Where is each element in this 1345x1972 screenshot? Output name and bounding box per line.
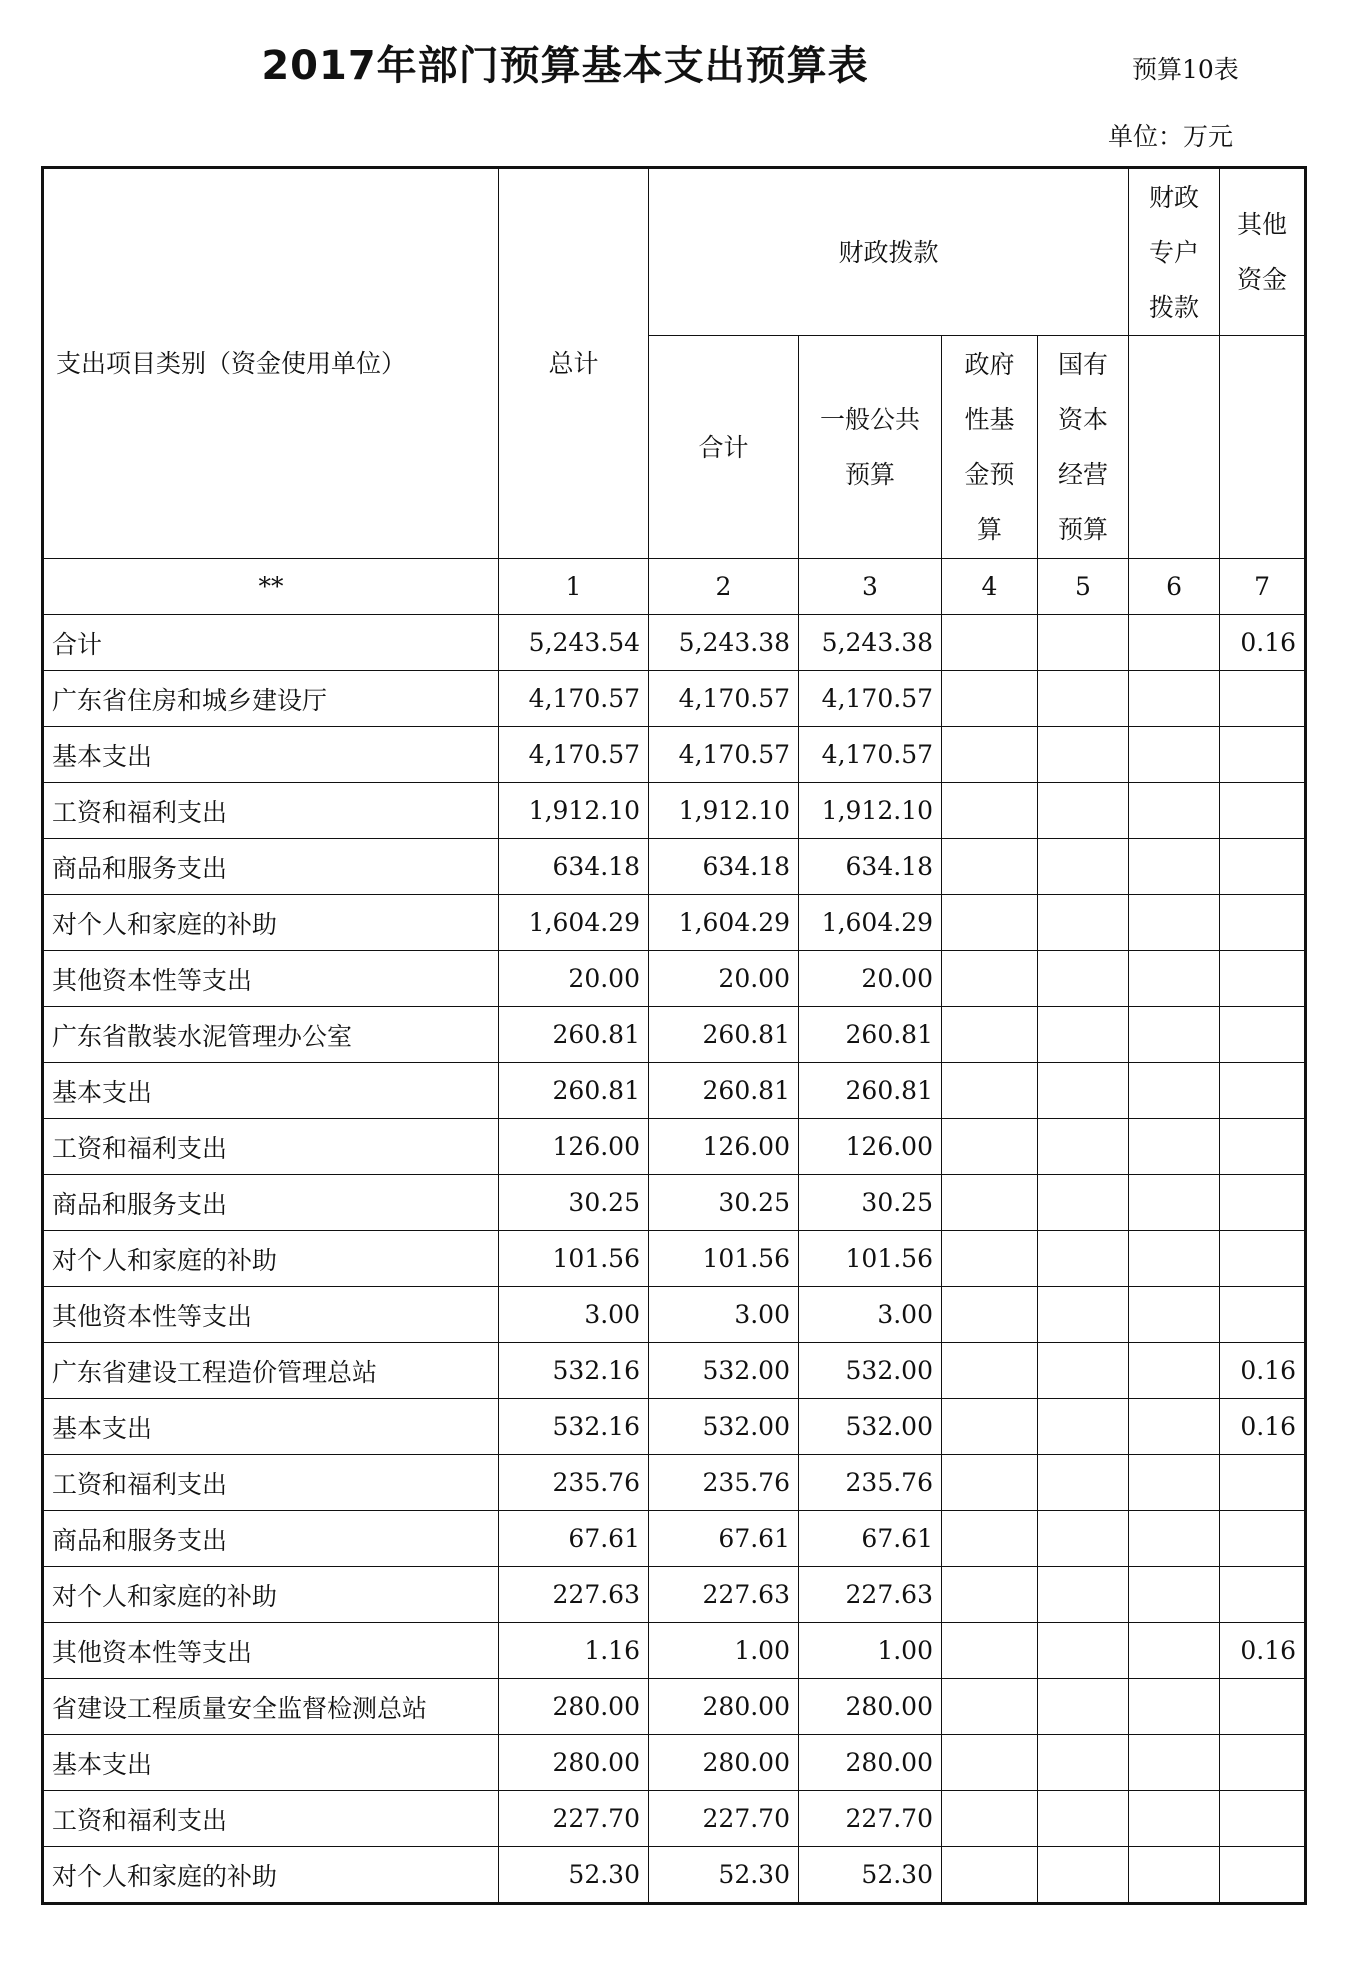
row-value-col-3: 634.18 (799, 839, 942, 895)
row-value-col-3: 235.76 (799, 1455, 942, 1511)
row-value-col-3: 260.81 (799, 1007, 942, 1063)
row-value-col-1: 67.61 (499, 1511, 649, 1567)
unit-label: 单位：万元 (1108, 122, 1234, 151)
row-value-col-1: 227.70 (499, 1791, 649, 1847)
row-value-col-6 (1129, 1231, 1220, 1287)
header-line: 政府 (964, 350, 1015, 379)
row-value-col-1: 260.81 (499, 1063, 649, 1119)
row-value-col-3: 4,170.57 (799, 727, 942, 783)
row-label: 工资和福利支出 (43, 1791, 499, 1847)
row-value-col-3: 3.00 (799, 1287, 942, 1343)
row-value-col-3: 5,243.38 (799, 615, 942, 671)
row-value-col-2: 126.00 (649, 1119, 799, 1175)
row-value-col-2: 1,912.10 (649, 783, 799, 839)
row-value-col-4 (942, 1399, 1038, 1455)
table-row (43, 895, 1306, 951)
col-header-subtotal: 合计 (649, 336, 799, 559)
row-value-col-3: 260.81 (799, 1063, 942, 1119)
row-label: 工资和福利支出 (43, 1455, 499, 1511)
row-value-col-2: 3.00 (649, 1287, 799, 1343)
row-value-col-7 (1220, 1679, 1306, 1735)
row-value-col-1: 1,912.10 (499, 783, 649, 839)
col-header-fiscal: 财政拨款 (649, 168, 1129, 336)
table-row (43, 1399, 1306, 1455)
row-value-col-7 (1220, 839, 1306, 895)
row-label: 广东省建设工程造价管理总站 (43, 1343, 499, 1399)
column-number: ** (43, 559, 499, 615)
row-value-col-4 (942, 951, 1038, 1007)
row-value-col-3: 227.70 (799, 1791, 942, 1847)
header-line: 专户 (1149, 237, 1200, 267)
row-value-col-2: 235.76 (649, 1455, 799, 1511)
row-value-col-5 (1038, 1791, 1129, 1847)
row-value-col-5 (1038, 1231, 1129, 1287)
row-value-col-7 (1220, 1231, 1306, 1287)
row-value-col-4 (942, 1119, 1038, 1175)
row-value-col-6 (1129, 1063, 1220, 1119)
row-value-col-4 (942, 1175, 1038, 1231)
row-value-col-3: 280.00 (799, 1735, 942, 1791)
table-row (43, 1287, 1306, 1343)
row-value-col-1: 4,170.57 (499, 671, 649, 727)
column-number: 5 (1038, 559, 1129, 615)
col-header-total: 总计 (499, 168, 649, 559)
row-value-col-2: 634.18 (649, 839, 799, 895)
row-label: 广东省散装水泥管理办公室 (43, 1007, 499, 1063)
row-value-col-1: 4,170.57 (499, 727, 649, 783)
row-value-col-5 (1038, 1119, 1129, 1175)
row-value-col-7 (1220, 1287, 1306, 1343)
row-value-col-7 (1220, 1175, 1306, 1231)
row-label: 其他资本性等支出 (43, 1623, 499, 1679)
header-line: 预算 (1058, 515, 1109, 544)
row-value-col-3: 30.25 (799, 1175, 942, 1231)
row-value-col-6 (1129, 839, 1220, 895)
row-value-col-6 (1129, 1287, 1220, 1343)
row-label: 对个人和家庭的补助 (43, 1231, 499, 1287)
row-value-col-1: 1,604.29 (499, 895, 649, 951)
row-value-col-2: 227.63 (649, 1567, 799, 1623)
header-line: 其他 (1237, 210, 1288, 239)
row-value-col-2: 280.00 (649, 1679, 799, 1735)
header-line: 算 (976, 515, 1002, 544)
row-value-col-2: 4,170.57 (649, 727, 799, 783)
row-value-col-7: 0.16 (1220, 1399, 1306, 1455)
col-header-state-capital (1038, 336, 1129, 559)
row-value-col-3: 67.61 (799, 1511, 942, 1567)
row-value-col-7 (1220, 783, 1306, 839)
empty-header-cell (1129, 336, 1220, 559)
row-label: 其他资本性等支出 (43, 1287, 499, 1343)
row-value-col-2: 52.30 (649, 1847, 799, 1904)
column-number-row (43, 559, 1306, 615)
row-value-col-1: 280.00 (499, 1679, 649, 1735)
row-value-col-1: 532.16 (499, 1343, 649, 1399)
column-number: 3 (799, 559, 942, 615)
row-value-col-3: 532.00 (799, 1343, 942, 1399)
row-value-col-6 (1129, 1735, 1220, 1791)
row-value-col-7 (1220, 1567, 1306, 1623)
col-header-special (1129, 168, 1220, 336)
row-value-col-1: 30.25 (499, 1175, 649, 1231)
row-label: 基本支出 (43, 1735, 499, 1791)
row-value-col-2: 227.70 (649, 1791, 799, 1847)
header-line: 预算 (844, 460, 895, 489)
row-value-col-1: 126.00 (499, 1119, 649, 1175)
row-value-col-5 (1038, 1343, 1129, 1399)
row-value-col-5 (1038, 1063, 1129, 1119)
table-row (43, 727, 1306, 783)
row-value-col-2: 260.81 (649, 1007, 799, 1063)
row-value-col-7 (1220, 1511, 1306, 1567)
row-value-col-6 (1129, 671, 1220, 727)
header-line: 国有 (1058, 350, 1109, 379)
row-value-col-2: 4,170.57 (649, 671, 799, 727)
row-value-col-4 (942, 1847, 1038, 1904)
row-value-col-6 (1129, 1007, 1220, 1063)
table-row (43, 1063, 1306, 1119)
table-body (43, 615, 1306, 1904)
row-label: 其他资本性等支出 (43, 951, 499, 1007)
row-label: 工资和福利支出 (43, 1119, 499, 1175)
row-value-col-2: 67.61 (649, 1511, 799, 1567)
row-value-col-1: 3.00 (499, 1287, 649, 1343)
row-value-col-1: 260.81 (499, 1007, 649, 1063)
table-row (43, 839, 1306, 895)
table-row (43, 951, 1306, 1007)
col-header-gov-fund (942, 336, 1038, 559)
header-line: 一般公共 (819, 405, 920, 434)
row-value-col-6 (1129, 1119, 1220, 1175)
row-value-col-7 (1220, 1791, 1306, 1847)
row-value-col-4 (942, 1343, 1038, 1399)
row-value-col-5 (1038, 1567, 1129, 1623)
row-label: 商品和服务支出 (43, 839, 499, 895)
column-number: 1 (499, 559, 649, 615)
row-value-col-4 (942, 783, 1038, 839)
row-value-col-6 (1129, 1399, 1220, 1455)
row-value-col-1: 235.76 (499, 1455, 649, 1511)
row-value-col-5 (1038, 1735, 1129, 1791)
table-row (43, 783, 1306, 839)
row-value-col-5 (1038, 1623, 1129, 1679)
row-value-col-6 (1129, 1455, 1220, 1511)
row-label: 合计 (43, 615, 499, 671)
table-row (43, 1735, 1306, 1791)
row-value-col-4 (942, 1791, 1038, 1847)
row-value-col-7 (1220, 1735, 1306, 1791)
row-value-col-6 (1129, 1791, 1220, 1847)
row-value-col-7 (1220, 1063, 1306, 1119)
row-label: 省建设工程质量安全监督检测总站 (43, 1679, 499, 1735)
row-value-col-4 (942, 1007, 1038, 1063)
row-value-col-7 (1220, 1119, 1306, 1175)
row-value-col-1: 1.16 (499, 1623, 649, 1679)
table-row (43, 1847, 1306, 1904)
col-header-category: 支出项目类别（资金使用单位） (43, 168, 499, 559)
row-label: 商品和服务支出 (43, 1175, 499, 1231)
table-row (43, 1175, 1306, 1231)
row-value-col-4 (942, 1623, 1038, 1679)
row-value-col-4 (942, 727, 1038, 783)
row-value-col-4 (942, 1231, 1038, 1287)
row-value-col-3: 126.00 (799, 1119, 942, 1175)
row-value-col-3: 20.00 (799, 951, 942, 1007)
row-value-col-5 (1038, 1399, 1129, 1455)
table-row (43, 1343, 1306, 1399)
row-value-col-5 (1038, 839, 1129, 895)
row-value-col-6 (1129, 1175, 1220, 1231)
row-value-col-4 (942, 1735, 1038, 1791)
row-value-col-5 (1038, 727, 1129, 783)
row-value-col-1: 634.18 (499, 839, 649, 895)
header-line: 财政 (1149, 182, 1200, 212)
row-value-col-7 (1220, 671, 1306, 727)
header-line: 资金 (1237, 265, 1288, 294)
row-value-col-1: 280.00 (499, 1735, 649, 1791)
row-value-col-7 (1220, 951, 1306, 1007)
row-value-col-4 (942, 1679, 1038, 1735)
table-row (43, 671, 1306, 727)
table-row (43, 1119, 1306, 1175)
row-value-col-6 (1129, 1343, 1220, 1399)
row-value-col-7 (1220, 1007, 1306, 1063)
row-value-col-2: 280.00 (649, 1735, 799, 1791)
table-row (43, 1455, 1306, 1511)
row-value-col-6 (1129, 1679, 1220, 1735)
table-row (43, 1623, 1306, 1679)
table-number: 预算10表 (1132, 55, 1239, 84)
row-value-col-5 (1038, 1511, 1129, 1567)
row-value-col-6 (1129, 1847, 1220, 1904)
row-value-col-1: 101.56 (499, 1231, 649, 1287)
row-value-col-7 (1220, 727, 1306, 783)
row-value-col-4 (942, 615, 1038, 671)
row-value-col-5 (1038, 671, 1129, 727)
row-value-col-2: 1,604.29 (649, 895, 799, 951)
row-value-col-4 (942, 671, 1038, 727)
table-row (43, 1567, 1306, 1623)
row-value-col-4 (942, 1063, 1038, 1119)
row-value-col-5 (1038, 783, 1129, 839)
table-row (43, 1791, 1306, 1847)
row-value-col-5 (1038, 1287, 1129, 1343)
row-value-col-3: 532.00 (799, 1399, 942, 1455)
row-value-col-2: 101.56 (649, 1231, 799, 1287)
row-label: 对个人和家庭的补助 (43, 1567, 499, 1623)
row-value-col-6 (1129, 1623, 1220, 1679)
row-value-col-1: 20.00 (499, 951, 649, 1007)
row-value-col-4 (942, 1287, 1038, 1343)
row-label: 对个人和家庭的补助 (43, 895, 499, 951)
row-value-col-6 (1129, 615, 1220, 671)
row-value-col-4 (942, 1511, 1038, 1567)
row-value-col-7: 0.16 (1220, 615, 1306, 671)
row-label: 广东省住房和城乡建设厅 (43, 671, 499, 727)
table-row (43, 1007, 1306, 1063)
row-value-col-6 (1129, 1511, 1220, 1567)
row-value-col-3: 101.56 (799, 1231, 942, 1287)
row-value-col-5 (1038, 1007, 1129, 1063)
col-header-other (1220, 168, 1306, 336)
column-number: 6 (1129, 559, 1220, 615)
row-value-col-6 (1129, 951, 1220, 1007)
row-value-col-7: 0.16 (1220, 1343, 1306, 1399)
table-row (43, 1511, 1306, 1567)
row-label: 工资和福利支出 (43, 783, 499, 839)
row-value-col-5 (1038, 1175, 1129, 1231)
header-line: 经营 (1058, 460, 1109, 489)
row-value-col-3: 1,604.29 (799, 895, 942, 951)
column-number: 4 (942, 559, 1038, 615)
header-row-1 (43, 168, 1306, 336)
empty-header-cell (1220, 336, 1306, 559)
row-value-col-7 (1220, 895, 1306, 951)
row-value-col-7: 0.16 (1220, 1623, 1306, 1679)
row-value-col-1: 52.30 (499, 1847, 649, 1904)
row-value-col-5 (1038, 1679, 1129, 1735)
table-row (43, 1231, 1306, 1287)
row-value-col-6 (1129, 895, 1220, 951)
row-label: 商品和服务支出 (43, 1511, 499, 1567)
row-value-col-2: 30.25 (649, 1175, 799, 1231)
row-value-col-5 (1038, 1847, 1129, 1904)
budget-table (41, 166, 1307, 1905)
row-value-col-4 (942, 895, 1038, 951)
row-value-col-6 (1129, 783, 1220, 839)
row-label: 基本支出 (43, 727, 499, 783)
row-value-col-7 (1220, 1847, 1306, 1904)
row-label: 基本支出 (43, 1399, 499, 1455)
row-value-col-5 (1038, 951, 1129, 1007)
row-value-col-3: 227.63 (799, 1567, 942, 1623)
row-value-col-3: 1.00 (799, 1623, 942, 1679)
header-line: 拨款 (1149, 292, 1200, 322)
row-value-col-7 (1220, 1455, 1306, 1511)
row-value-col-5 (1038, 1455, 1129, 1511)
header-line: 资本 (1058, 405, 1109, 434)
row-value-col-2: 1.00 (649, 1623, 799, 1679)
row-value-col-1: 532.16 (499, 1399, 649, 1455)
row-value-col-4 (942, 839, 1038, 895)
row-value-col-2: 532.00 (649, 1399, 799, 1455)
row-value-col-5 (1038, 895, 1129, 951)
col-header-general (799, 336, 942, 559)
row-value-col-2: 5,243.38 (649, 615, 799, 671)
row-value-col-3: 1,912.10 (799, 783, 942, 839)
row-value-col-4 (942, 1567, 1038, 1623)
row-value-col-4 (942, 1455, 1038, 1511)
row-value-col-6 (1129, 727, 1220, 783)
header-line: 金预 (964, 460, 1015, 489)
row-value-col-1: 227.63 (499, 1567, 649, 1623)
table-row (43, 1679, 1306, 1735)
row-label: 基本支出 (43, 1063, 499, 1119)
column-number: 7 (1220, 559, 1306, 615)
row-label: 对个人和家庭的补助 (43, 1847, 499, 1904)
row-value-col-1: 5,243.54 (499, 615, 649, 671)
row-value-col-5 (1038, 615, 1129, 671)
row-value-col-6 (1129, 1567, 1220, 1623)
row-value-col-2: 260.81 (649, 1063, 799, 1119)
row-value-col-3: 4,170.57 (799, 671, 942, 727)
header-line: 性基 (964, 405, 1015, 434)
row-value-col-3: 280.00 (799, 1679, 942, 1735)
row-value-col-2: 20.00 (649, 951, 799, 1007)
page-title: 2017年部门预算基本支出预算表 (261, 43, 869, 89)
column-number: 2 (649, 559, 799, 615)
table-row (43, 615, 1306, 671)
row-value-col-2: 532.00 (649, 1343, 799, 1399)
row-value-col-3: 52.30 (799, 1847, 942, 1904)
